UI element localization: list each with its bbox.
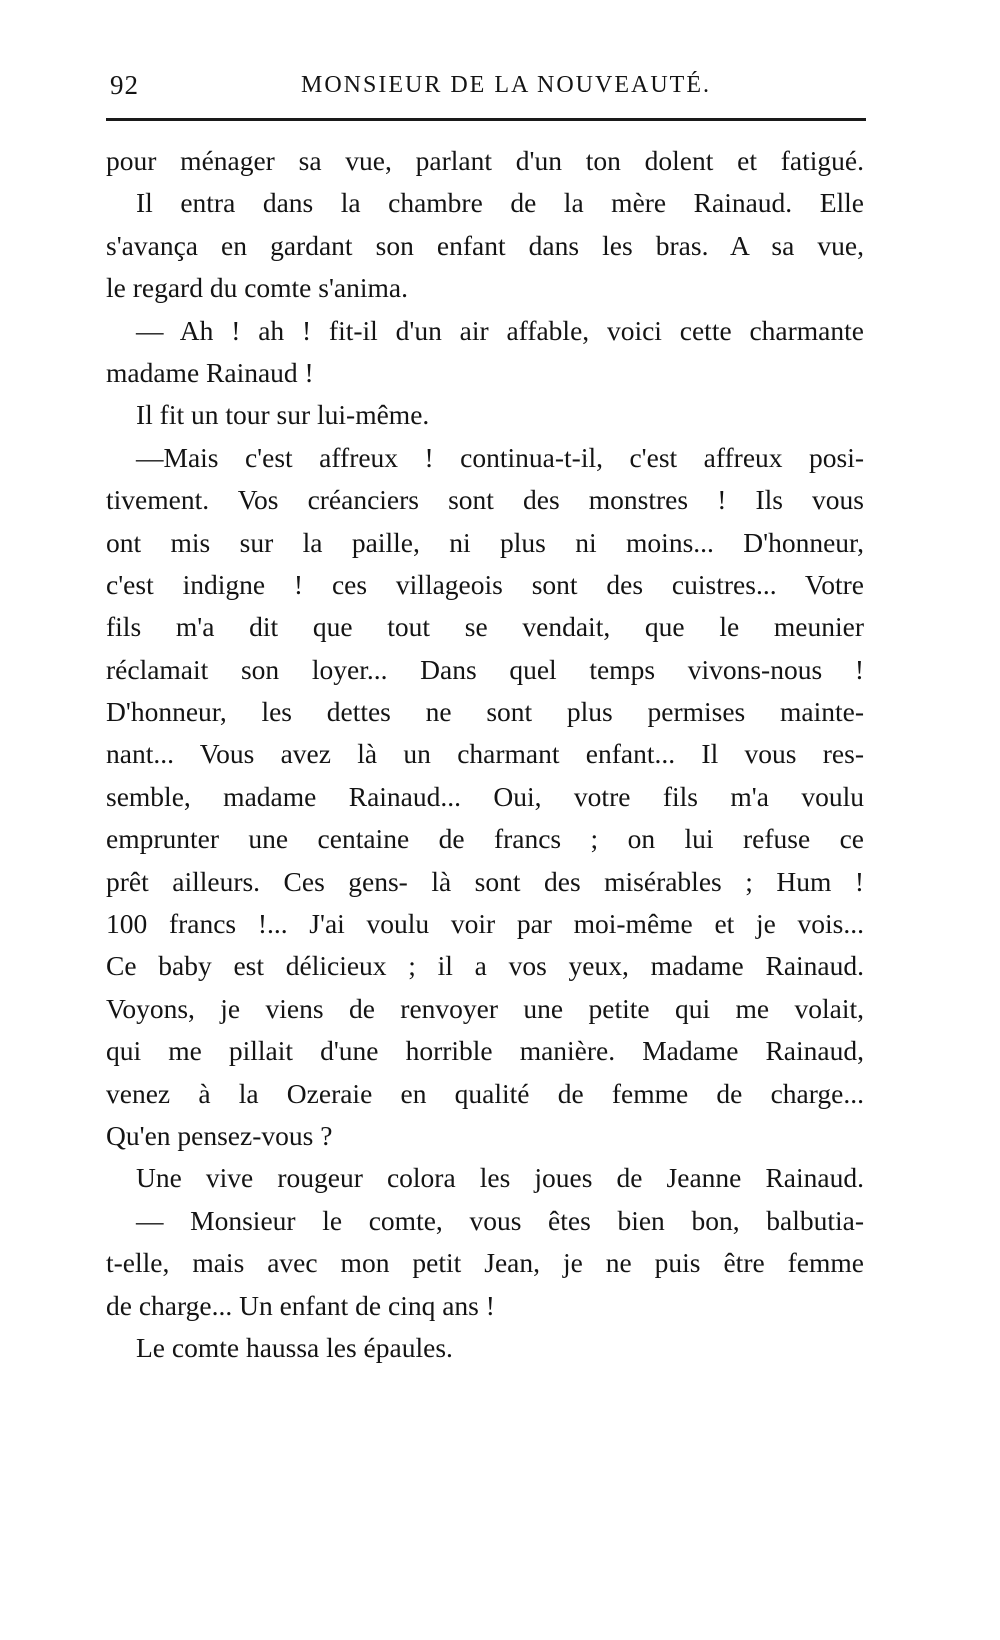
running-title: MONSIEUR DE LA NOUVEAUTÉ.: [301, 72, 711, 98]
text-line: ont mis sur la paille, ni plus ni moins... D'honneur,: [106, 526, 864, 558]
text-line: tivement. Vos créanciers sont des monstres ! Ils vous: [106, 484, 864, 516]
text-line: Une vive rougeur colora les joues de Jeanne Rainaud.: [136, 1162, 864, 1194]
text-line: — Ah ! ah ! fit-il d'un air affable, voici cette charmante: [136, 314, 864, 346]
text-line: emprunter une centaine de francs ; on lui refuse ce: [106, 823, 864, 855]
text-line: Il fit un tour sur lui-même.: [136, 399, 430, 431]
header-rule: [106, 118, 866, 121]
text-line: de charge... Un enfant de cinq ans !: [106, 1289, 495, 1321]
text-line: madame Rainaud !: [106, 356, 314, 388]
text-line: réclamait son loyer... Dans quel temps vivons-nous !: [106, 653, 864, 685]
text-line: Il entra dans la chambre de la mère Rainaud. Elle: [136, 187, 864, 219]
text-line: prêt ailleurs. Ces gens- là sont des misérables ; Hum !: [106, 865, 864, 897]
text-line: Le comte haussa les épaules.: [136, 1331, 453, 1363]
text-line: Ce baby est délicieux ; il a vos yeux, madame Rainaud.: [106, 950, 864, 982]
page-number: 92: [110, 70, 139, 100]
text-line: — Monsieur le comte, vous êtes bien bon, balbutia-: [136, 1204, 864, 1236]
text-line: 100 francs !... J'ai voulu voir par moi-même et je vois...: [106, 908, 864, 940]
text-line: c'est indigne ! ces villageois sont des cuistres... Votre: [106, 568, 864, 600]
text-line: D'honneur, les dettes ne sont plus permises mainte-: [106, 696, 864, 728]
text-line: qui me pillait d'une horrible manière. Madame Rainaud,: [106, 1035, 864, 1067]
text-line: Qu'en pensez-vous ?: [106, 1119, 333, 1151]
text-line: le regard du comte s'anima.: [106, 272, 408, 304]
text-line: venez à la Ozeraie en qualité de femme de charge...: [106, 1077, 864, 1109]
text-line: t-elle, mais avec mon petit Jean, je ne puis être femme: [106, 1247, 864, 1279]
running-head: [106, 64, 866, 104]
text-line: semble, madame Rainaud... Oui, votre fils m'a voulu: [106, 780, 864, 812]
text-line: pour ménager sa vue, parlant d'un ton dolent et fatigué.: [106, 145, 864, 176]
text-line: nant... Vous avez là un charmant enfant... Il vous res-: [106, 738, 864, 770]
text-line: fils m'a dit que tout se vendait, que le meunier: [106, 611, 864, 643]
body-text: [106, 140, 864, 1369]
text-line: —Mais c'est affreux ! continua-t-il, c'est affreux posi-: [136, 441, 864, 473]
text-line: s'avança en gardant son enfant dans les bras. A sa vue,: [106, 229, 864, 261]
text-line: Voyons, je viens de renvoyer une petite qui me volait,: [106, 992, 864, 1024]
